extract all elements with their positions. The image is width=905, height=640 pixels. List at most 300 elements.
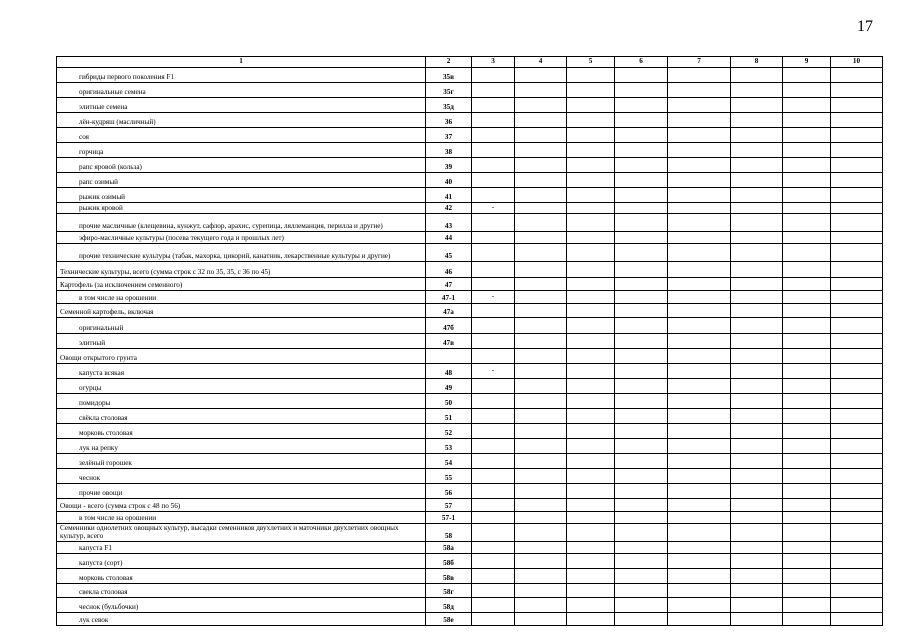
- value-cell: [783, 291, 831, 304]
- row-code: 50: [426, 394, 472, 409]
- row-code: 58: [426, 524, 472, 542]
- value-cell: [831, 484, 883, 499]
- value-cell: -: [472, 291, 515, 304]
- table-row: [57, 584, 883, 598]
- value-cell: [831, 499, 883, 512]
- value-cell: [567, 68, 615, 83]
- table-row: [57, 244, 883, 262]
- value-cell: [783, 542, 831, 554]
- table-row: [57, 379, 883, 394]
- value-cell: [615, 409, 668, 424]
- value-cell: [515, 158, 567, 173]
- value-cell: [472, 304, 515, 318]
- value-cell: [831, 158, 883, 173]
- row-code: 47в: [426, 334, 472, 349]
- value-cell: [567, 512, 615, 524]
- table-row: [57, 499, 883, 512]
- value-cell: [668, 244, 731, 262]
- value-cell: [783, 98, 831, 113]
- row-code: 47-1: [426, 291, 472, 304]
- value-cell: [668, 512, 731, 524]
- value-cell: [515, 379, 567, 394]
- value-cell: [567, 232, 615, 244]
- value-cell: [668, 158, 731, 173]
- row-code: 42: [426, 203, 472, 214]
- row-code: 46: [426, 262, 472, 278]
- value-cell: [668, 304, 731, 318]
- row-code: 40: [426, 173, 472, 188]
- value-cell: [668, 173, 731, 188]
- value-cell: [731, 98, 783, 113]
- value-cell: [615, 158, 668, 173]
- value-cell: [731, 291, 783, 304]
- value-cell: [472, 424, 515, 439]
- row-label: элитные семена: [57, 98, 426, 113]
- value-cell: [567, 262, 615, 278]
- row-code: [426, 349, 472, 364]
- row-label: прочие масличные (клещевина, кунжут, сафлор, арахис, сурепица, ляллеманция, перилла и другие): [57, 214, 426, 232]
- value-cell: [515, 598, 567, 613]
- value-cell: [615, 83, 668, 98]
- value-cell: [668, 364, 731, 379]
- value-cell: [783, 188, 831, 203]
- value-cell: [783, 83, 831, 98]
- value-cell: [615, 188, 668, 203]
- row-code: 58е: [426, 613, 472, 626]
- value-cell: -: [472, 203, 515, 214]
- row-label: Семенники однолетних овощных культур, высадки семенников двухлетних и маточники двухлетних овощных культур, всего: [57, 524, 426, 542]
- row-label: рыжик озимый: [57, 188, 426, 203]
- row-label: Овощи - всего (сумма строк с 48 по 56): [57, 499, 426, 512]
- value-cell: [731, 598, 783, 613]
- row-code: 38: [426, 143, 472, 158]
- column-header: 2: [426, 57, 472, 68]
- row-code: 58б: [426, 554, 472, 569]
- value-cell: [615, 584, 668, 598]
- value-cell: [731, 158, 783, 173]
- column-header: 4: [515, 57, 567, 68]
- value-cell: [615, 512, 668, 524]
- value-cell: [472, 188, 515, 203]
- table-row: [57, 113, 883, 128]
- value-cell: [515, 232, 567, 244]
- value-cell: [783, 512, 831, 524]
- row-code: 55: [426, 469, 472, 484]
- value-cell: [515, 98, 567, 113]
- value-cell: [731, 424, 783, 439]
- table-row: [57, 304, 883, 318]
- value-cell: [515, 569, 567, 584]
- row-code: 49: [426, 379, 472, 394]
- row-label: свёкла столовая: [57, 409, 426, 424]
- value-cell: [515, 512, 567, 524]
- table-row: [57, 68, 883, 83]
- value-cell: [731, 524, 783, 542]
- value-cell: [668, 484, 731, 499]
- value-cell: [615, 613, 668, 626]
- value-cell: [567, 454, 615, 469]
- value-cell: [567, 554, 615, 569]
- value-cell: [472, 394, 515, 409]
- value-cell: [472, 524, 515, 542]
- table-row: [57, 394, 883, 409]
- value-cell: [668, 469, 731, 484]
- value-cell: [515, 188, 567, 203]
- value-cell: [783, 524, 831, 542]
- row-label: рапс яровой (кольза): [57, 158, 426, 173]
- value-cell: [668, 278, 731, 291]
- value-cell: [515, 484, 567, 499]
- value-cell: [515, 364, 567, 379]
- table-row: [57, 318, 883, 334]
- value-cell: [731, 613, 783, 626]
- value-cell: [567, 409, 615, 424]
- column-header: 10: [831, 57, 883, 68]
- value-cell: [472, 173, 515, 188]
- value-cell: [783, 214, 831, 232]
- value-cell: [831, 512, 883, 524]
- value-cell: [515, 349, 567, 364]
- value-cell: [783, 454, 831, 469]
- row-label: капуста F1: [57, 542, 426, 554]
- value-cell: [615, 143, 668, 158]
- value-cell: [831, 379, 883, 394]
- table-body: [57, 68, 883, 626]
- row-label: капуста (сорт): [57, 554, 426, 569]
- row-code: 44: [426, 232, 472, 244]
- value-cell: [783, 232, 831, 244]
- value-cell: [831, 214, 883, 232]
- value-cell: [472, 349, 515, 364]
- value-cell: [783, 349, 831, 364]
- value-cell: [567, 173, 615, 188]
- value-cell: [731, 214, 783, 232]
- value-cell: [731, 499, 783, 512]
- value-cell: [472, 598, 515, 613]
- value-cell: [783, 484, 831, 499]
- value-cell: [515, 334, 567, 349]
- value-cell: [515, 173, 567, 188]
- row-code: 57-1: [426, 512, 472, 524]
- value-cell: [783, 318, 831, 334]
- value-cell: [731, 128, 783, 143]
- value-cell: [831, 554, 883, 569]
- value-cell: [515, 394, 567, 409]
- value-cell: [731, 454, 783, 469]
- value-cell: [731, 512, 783, 524]
- value-cell: [783, 499, 831, 512]
- value-cell: [515, 278, 567, 291]
- row-code: 37: [426, 128, 472, 143]
- value-cell: [567, 394, 615, 409]
- value-cell: [615, 439, 668, 454]
- value-cell: [831, 409, 883, 424]
- table-row: [57, 542, 883, 554]
- value-cell: [472, 454, 515, 469]
- table-row: [57, 143, 883, 158]
- row-label: гибриды первого поколения F1: [57, 68, 426, 83]
- value-cell: [567, 244, 615, 262]
- table-row: [57, 409, 883, 424]
- column-header: 3: [472, 57, 515, 68]
- value-cell: [472, 469, 515, 484]
- header-row: [57, 57, 883, 68]
- value-cell: [615, 554, 668, 569]
- row-label: эфиро-масличные культуры (посева текущего года и прошлых лет): [57, 232, 426, 244]
- row-label: Овощи открытого грунта: [57, 349, 426, 364]
- value-cell: [567, 334, 615, 349]
- row-label: морковь столовая: [57, 569, 426, 584]
- value-cell: [515, 454, 567, 469]
- value-cell: [472, 68, 515, 83]
- row-code: 58в: [426, 569, 472, 584]
- row-code: 35в: [426, 68, 472, 83]
- value-cell: [831, 454, 883, 469]
- table-row: [57, 214, 883, 232]
- row-code: 57: [426, 499, 472, 512]
- value-cell: [831, 244, 883, 262]
- table-row: [57, 173, 883, 188]
- value-cell: [831, 262, 883, 278]
- value-cell: [783, 394, 831, 409]
- value-cell: [783, 584, 831, 598]
- value-cell: [731, 379, 783, 394]
- value-cell: [515, 214, 567, 232]
- value-cell: [615, 542, 668, 554]
- value-cell: [668, 613, 731, 626]
- value-cell: [515, 304, 567, 318]
- value-cell: [783, 613, 831, 626]
- value-cell: [615, 173, 668, 188]
- value-cell: [668, 232, 731, 244]
- value-cell: [567, 98, 615, 113]
- value-cell: [615, 424, 668, 439]
- value-cell: [567, 424, 615, 439]
- value-cell: [831, 613, 883, 626]
- value-cell: [831, 439, 883, 454]
- table-row: [57, 512, 883, 524]
- value-cell: [567, 158, 615, 173]
- row-label: прочие технические культуры (табак, махорка, цикорий, канатник, лекарственные культуры и другие): [57, 244, 426, 262]
- value-cell: [472, 318, 515, 334]
- value-cell: [567, 278, 615, 291]
- value-cell: [783, 304, 831, 318]
- value-cell: [731, 232, 783, 244]
- value-cell: [831, 334, 883, 349]
- row-code: 45: [426, 244, 472, 262]
- row-code: 56: [426, 484, 472, 499]
- value-cell: [831, 188, 883, 203]
- row-label: капуста всякая: [57, 364, 426, 379]
- value-cell: [472, 98, 515, 113]
- column-header: 5: [567, 57, 615, 68]
- value-cell: [831, 83, 883, 98]
- value-cell: [668, 454, 731, 469]
- value-cell: [831, 291, 883, 304]
- row-label: лук севок: [57, 613, 426, 626]
- value-cell: [472, 439, 515, 454]
- table-row: [57, 484, 883, 499]
- value-cell: [668, 291, 731, 304]
- value-cell: [567, 128, 615, 143]
- value-cell: [783, 569, 831, 584]
- table-row: [57, 598, 883, 613]
- value-cell: [567, 484, 615, 499]
- row-code: 54: [426, 454, 472, 469]
- value-cell: [615, 128, 668, 143]
- value-cell: [783, 554, 831, 569]
- value-cell: [731, 318, 783, 334]
- row-code: 58г: [426, 584, 472, 598]
- value-cell: [783, 262, 831, 278]
- value-cell: [731, 542, 783, 554]
- value-cell: [472, 143, 515, 158]
- value-cell: [567, 439, 615, 454]
- value-cell: [515, 262, 567, 278]
- value-cell: [567, 349, 615, 364]
- value-cell: [615, 499, 668, 512]
- value-cell: [731, 143, 783, 158]
- value-cell: [472, 214, 515, 232]
- value-cell: [567, 613, 615, 626]
- value-cell: [731, 484, 783, 499]
- value-cell: [615, 454, 668, 469]
- value-cell: [831, 113, 883, 128]
- value-cell: [515, 113, 567, 128]
- value-cell: [567, 214, 615, 232]
- table-row: [57, 203, 883, 214]
- value-cell: [668, 349, 731, 364]
- value-cell: [615, 244, 668, 262]
- value-cell: [783, 334, 831, 349]
- value-cell: [783, 128, 831, 143]
- value-cell: [615, 469, 668, 484]
- value-cell: [731, 409, 783, 424]
- row-code: 41: [426, 188, 472, 203]
- value-cell: [668, 262, 731, 278]
- value-cell: [515, 424, 567, 439]
- value-cell: [731, 394, 783, 409]
- value-cell: [731, 364, 783, 379]
- value-cell: [668, 83, 731, 98]
- table-row: [57, 454, 883, 469]
- row-label: оригинальный: [57, 318, 426, 334]
- row-label: свекла столовая: [57, 584, 426, 598]
- row-label: лён-кудряш (масличный): [57, 113, 426, 128]
- value-cell: [731, 334, 783, 349]
- value-cell: [615, 524, 668, 542]
- value-cell: [615, 304, 668, 318]
- value-cell: [668, 542, 731, 554]
- value-cell: [831, 394, 883, 409]
- data-table: [56, 56, 883, 626]
- value-cell: [472, 128, 515, 143]
- value-cell: [515, 499, 567, 512]
- table-row: [57, 364, 883, 379]
- row-label: помидоры: [57, 394, 426, 409]
- value-cell: [831, 469, 883, 484]
- table-row: [57, 334, 883, 349]
- value-cell: [668, 334, 731, 349]
- value-cell: [567, 364, 615, 379]
- value-cell: [668, 143, 731, 158]
- value-cell: [615, 598, 668, 613]
- column-header: 8: [731, 57, 783, 68]
- table-row: [57, 83, 883, 98]
- row-code: 58д: [426, 598, 472, 613]
- value-cell: [731, 554, 783, 569]
- value-cell: [472, 512, 515, 524]
- value-cell: [472, 499, 515, 512]
- value-cell: [831, 278, 883, 291]
- value-cell: [615, 232, 668, 244]
- value-cell: [515, 524, 567, 542]
- value-cell: [731, 83, 783, 98]
- row-code: 47: [426, 278, 472, 291]
- value-cell: [668, 318, 731, 334]
- row-label: горчица: [57, 143, 426, 158]
- value-cell: [472, 232, 515, 244]
- value-cell: [668, 128, 731, 143]
- value-cell: [472, 262, 515, 278]
- value-cell: [668, 424, 731, 439]
- row-label: в том числе на орошении: [57, 291, 426, 304]
- value-cell: [783, 424, 831, 439]
- value-cell: [615, 262, 668, 278]
- value-cell: [783, 68, 831, 83]
- row-label: оригинальные семена: [57, 83, 426, 98]
- value-cell: -: [472, 364, 515, 379]
- row-code: 35д: [426, 98, 472, 113]
- value-cell: [731, 349, 783, 364]
- column-header: 9: [783, 57, 831, 68]
- row-label: лук на репку: [57, 439, 426, 454]
- value-cell: [831, 128, 883, 143]
- value-cell: [515, 291, 567, 304]
- value-cell: [567, 542, 615, 554]
- value-cell: [472, 554, 515, 569]
- value-cell: [615, 291, 668, 304]
- value-cell: [731, 173, 783, 188]
- value-cell: [615, 318, 668, 334]
- value-cell: [831, 598, 883, 613]
- table-row: [57, 349, 883, 364]
- value-cell: [731, 68, 783, 83]
- value-cell: [567, 584, 615, 598]
- value-cell: [615, 379, 668, 394]
- value-cell: [515, 203, 567, 214]
- value-cell: [668, 188, 731, 203]
- row-label: морковь столовая: [57, 424, 426, 439]
- value-cell: [567, 598, 615, 613]
- value-cell: [731, 188, 783, 203]
- value-cell: [783, 364, 831, 379]
- value-cell: [668, 113, 731, 128]
- value-cell: [831, 542, 883, 554]
- value-cell: [783, 278, 831, 291]
- value-cell: [567, 524, 615, 542]
- row-code: 47а: [426, 304, 472, 318]
- table-row: [57, 98, 883, 113]
- value-cell: [668, 524, 731, 542]
- value-cell: [783, 469, 831, 484]
- row-label: рыжик яровой: [57, 203, 426, 214]
- row-code: 53: [426, 439, 472, 454]
- value-cell: [515, 613, 567, 626]
- value-cell: [783, 379, 831, 394]
- value-cell: [668, 554, 731, 569]
- value-cell: [668, 598, 731, 613]
